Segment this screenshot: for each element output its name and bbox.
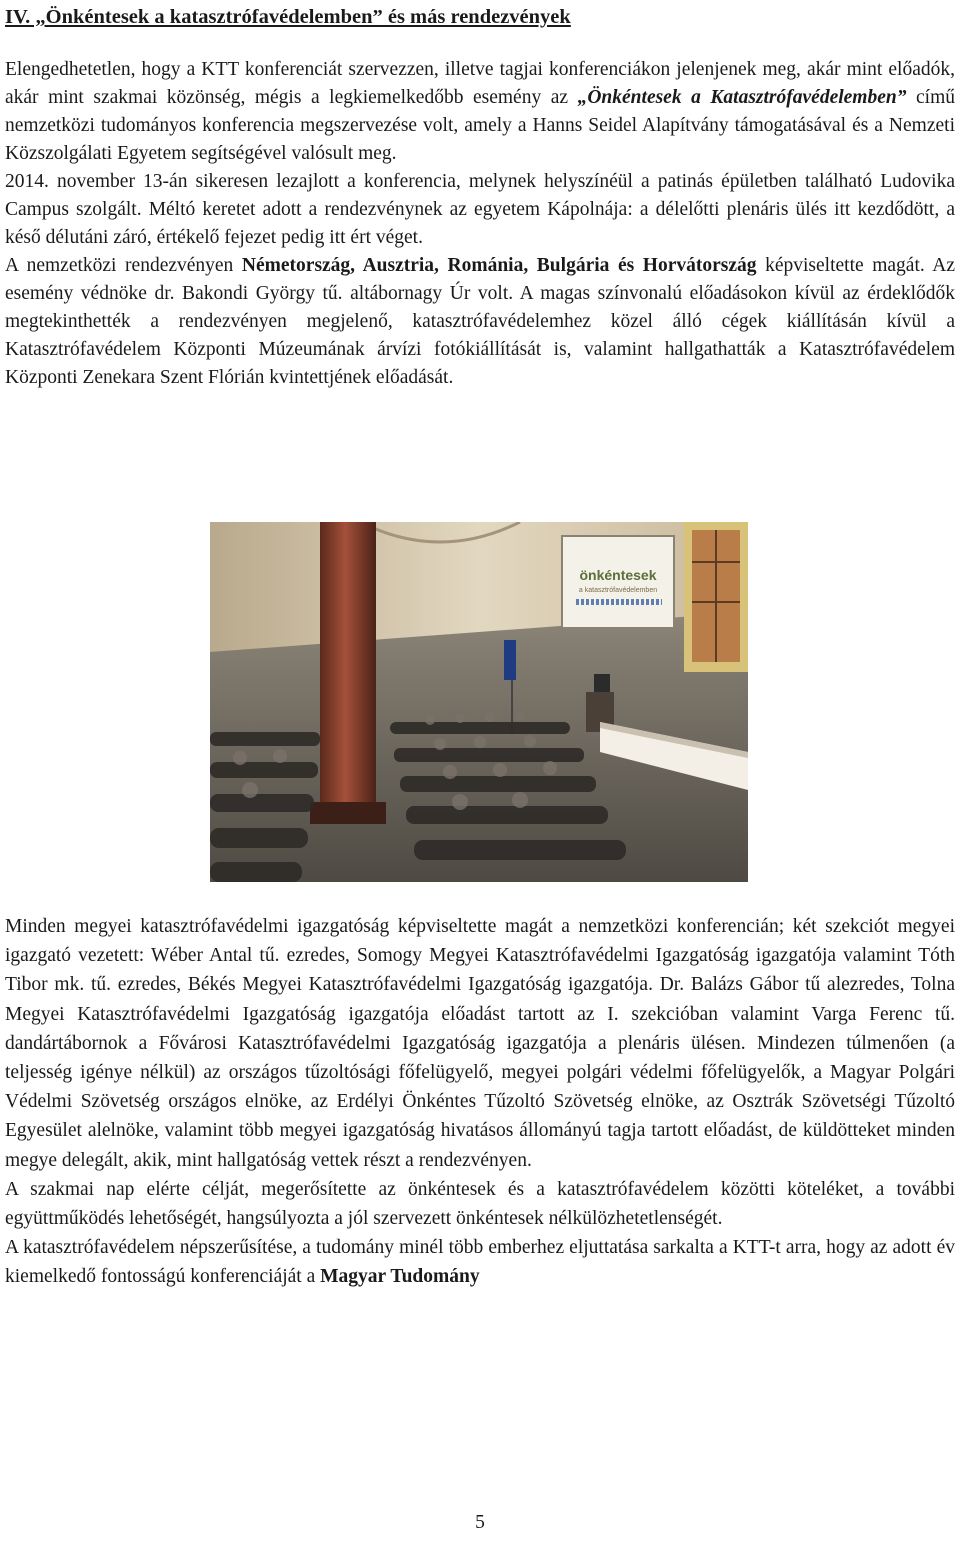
conference-title: „Önkéntesek a Katasztrófavédelemben” [577,87,907,108]
paragraph [5,252,955,392]
screen-title: önkéntesek [579,567,657,583]
text-run: című nemzetközi tudományos konferencia megszervezése volt, amely a Hanns Seidel Alapítvány támogatásával és a Nemzeti Közszolgálati Egyetem segítségével valósult meg. [5,87,955,164]
text-run: Minden megyei katasztrófavédelmi igazgatóság képviseltette magát a nemzetközi konferencián; két szekciót megyei igazgató vezetett: Wéber Antal tű. ezredes, Somogy Megyei Katasztrófavédelmi Igazgatóság igazgatója valamint Tóth Tibor mk. tű. ezredes, Békés Megyei Katasztrófavédelmi Igazgatóság igazgatója. Dr. Balázs Gábor tű alezredes, Tolna Megyei Katasztrófavédelmi Igazgatóság igazgatója előadást tartott az I. szekcióban valamint Varga Ferenc tű. dandártábornok a Fővárosi Katasztrófavédelmi Igazgatóság igazgatója a plenáris ülésen. Mindezen túlmenően (a teljesség igénye nélkül) az országos tűzoltósági főfelügyelő, megyei polgári védelmi főfelügyelők, a Magyar Polgári Védelmi Szövetség országos elnöke, az Erdélyi Önkéntes Tűzoltó Szövetség elnöke, az Osztrák Szövetségi Tűzoltó Egyesület alelnöke, valamint több megyei igazgatóság hivatásos állományú tagja tartott előadást, de küldötteket minden megye delegált, akik, mint hallgatóság vettek részt a rendezvényen. [5,916,955,1171]
paragraph [5,1175,955,1233]
text-block-participants [5,912,955,1292]
paragraph [5,1233,955,1291]
text-run: A katasztrófavédelem népszerűsítése, a tudomány minél több emberhez eljuttatása sarkalta a KTT-t arra, hogy az adott év kiemelkedő fontosságú konferenciáját a [5,1237,955,1288]
text-run: A szakmai nap elérte célját, megerősítette az önkéntesek és a katasztrófavédelem közötti köteléket, a további együttműködés lehetőségét, hangsúlyozta a jól szervezett önkéntesek nélkülözhetetlenségét. [5,1178,955,1230]
screen-subtitle: a katasztrófavédelemben [578,587,658,594]
text-run: Elengedhetetlen, hogy a KTT konferenciát szervezzen, illetve tagjai konferenciákon jelenjenek meg, akár mint előadók, akár mint szakmai közönség, mégis a legkiemelkedőbb esemény az [5,59,955,108]
page-number: 5 [475,1512,485,1533]
text-block-intro [5,56,955,392]
paragraph [5,168,955,252]
paragraph [5,912,955,1175]
conference-hall-illustration [210,522,748,882]
paragraph [5,56,955,168]
text-run: A nemzetközi rendezvényen [5,255,242,276]
magyar-tudomany-emphasis: Magyar Tudomány [320,1266,480,1288]
text-run: képviseltette magát. Az esemény védnöke dr. Bakondi György tű. altábornagy Úr volt. A magas színvonalú előadásokon kívül az érdeklődők megtekinthették a rendezvényen megjelenő, katasztrófavédelemhez közel álló cégek kiállításán kívül a Katasztrófavédelem Központi Múzeumának árvízi fotókiállítását is, valamint hallgathatták a Katasztrófavédelem Központi Zenekara Szent Flórián kvintettjének előadását. [5,255,955,388]
text-run: 2014. november 13-án sikeresen lezajlott a konferencia, melynek helyszínéül a patinás épületben található Ludovika Campus szolgált. Méltó keretet adott a rendezvénynek az egyetem Kápolnája: a délelőtti plenáris ülés itt kezdődött, a késő délutáni záró, értékelő fejezet pedig itt ért véget. [5,171,955,248]
countries-list: Németország, Ausztria, Románia, Bulgária és Horvátország [241,255,757,276]
conference-photo [210,522,748,882]
section-heading: IV. „Önkéntesek a katasztrófavédelemben” és más rendezvények [5,6,571,28]
